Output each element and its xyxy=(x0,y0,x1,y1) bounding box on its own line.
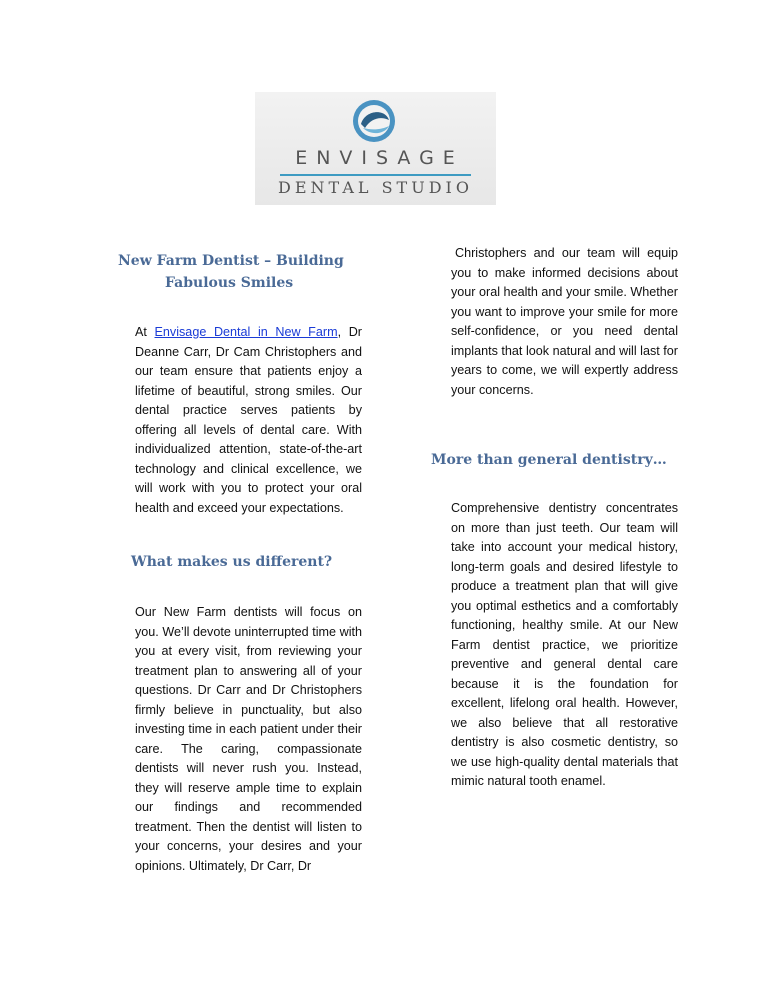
heading-what-makes-us-different: What makes us different? xyxy=(131,554,333,570)
heading-more-than-general-dentistry: More than general dentistry… xyxy=(431,452,667,468)
heading-new-farm-dentist xyxy=(118,250,348,294)
intro-prefix: At xyxy=(135,325,155,339)
heading-line-2: Fabulous Smiles xyxy=(165,275,294,291)
logo xyxy=(255,92,496,205)
general-dentistry-paragraph: Comprehensive dentistry concentrates on more than just teeth. Our team will take into account your medical history, long-term goals and desired lifestyle to produce a treatment plan that will give you optimal esthetics and a comfortably functioning, healthy smile. At our New Farm dentist practice, we prioritize preventive and general dental care because it is the foundation for excellent, lifelong oral health. However, we also believe that all restorative dentistry is also cosmetic dentistry, so we use high-quality dental materials that mimic natural tooth enamel. xyxy=(451,501,678,788)
envisage-swirl-icon xyxy=(351,98,397,144)
continued-text: Christophers and our team will equip you to make informed decisions about your oral health and your smile. Whether you want to improve your smile for more self-confidence, or you need dental implants that look natural and will last for years to come, we will expertly address your concerns. xyxy=(451,246,678,397)
logo-divider xyxy=(280,174,471,176)
heading-line-1: New Farm Dentist – Building xyxy=(118,253,344,269)
intro-text: , Dr Deanne Carr, Dr Cam Christophers and our team ensure that patients enjoy a lifetime of beautiful, strong smiles. Our dental practice serves patients by offering all levels of dental care. With individualized attention, state-of-the-art technology and clinical excellence, we will work with you to protect your oral health and exceed your expectations. xyxy=(135,325,362,515)
logo-name: ENVISAGE xyxy=(295,147,464,169)
envisage-dental-link[interactable]: Envisage Dental in New Farm xyxy=(154,325,338,339)
continued-paragraph xyxy=(451,244,678,400)
logo-subtitle: DENTAL STUDIO xyxy=(278,178,473,197)
intro-paragraph xyxy=(135,323,362,518)
different-paragraph: Our New Farm dentists will focus on you. We’ll devote uninterrupted time with you at every visit, from reviewing your treatment plan to answering all of your questions. Dr Carr and Dr Christophers firmly believe in punctuality, but also investing time in each patient under their care. The caring, compassionate dentists will never rush you. Instead, they will reserve ample time to explain our findings and recommended treatment. Then the dentist will listen to your concerns, your desires and your opinions. Ultimately, Dr Carr, Dr xyxy=(135,605,362,873)
